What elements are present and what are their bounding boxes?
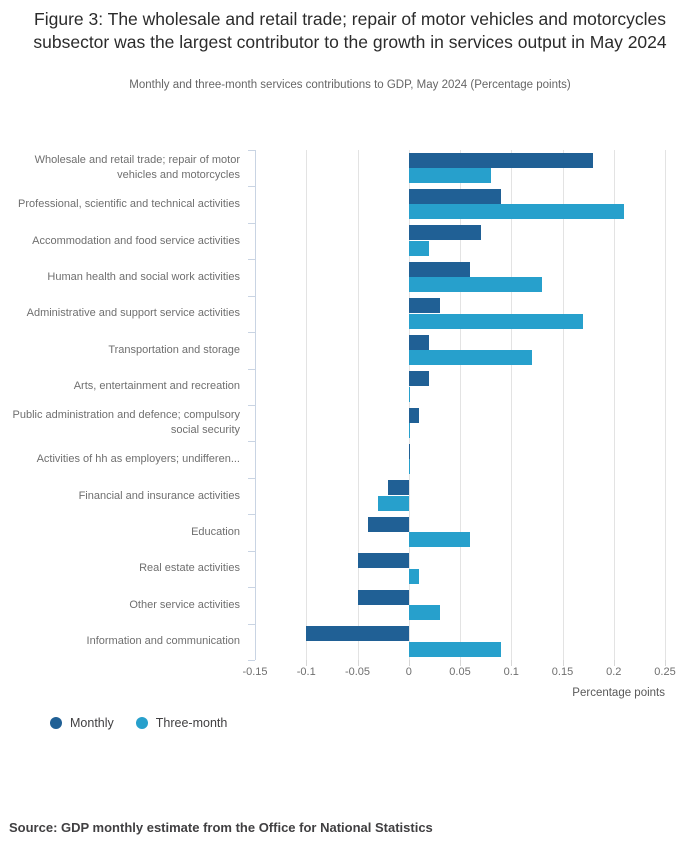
category-axis-tick xyxy=(248,332,255,333)
category-axis-tick xyxy=(248,223,255,224)
bar-monthly[interactable] xyxy=(358,590,409,605)
category-label: Arts, entertainment and recreation xyxy=(73,380,240,393)
legend-item-three-month[interactable] xyxy=(136,716,228,730)
bar-three-month[interactable] xyxy=(409,532,471,547)
gridline xyxy=(614,150,615,660)
legend-marker-dot xyxy=(50,717,62,729)
category-axis-tick xyxy=(248,624,255,625)
category-axis-tick xyxy=(248,150,255,151)
bar-monthly[interactable] xyxy=(388,480,409,495)
category-axis-line xyxy=(255,150,256,660)
source-note: Source: GDP monthly estimate from the Office for National Statistics xyxy=(9,820,433,835)
category-axis-tick xyxy=(248,441,255,442)
bar-monthly[interactable] xyxy=(409,153,594,168)
category-row xyxy=(10,332,240,368)
bar-monthly[interactable] xyxy=(409,225,481,240)
bar-monthly[interactable] xyxy=(368,517,409,532)
bar-monthly[interactable] xyxy=(409,298,440,313)
category-label: Activities of hh as employers; undifferen... xyxy=(36,453,240,466)
x-tick-label: 0.25 xyxy=(654,666,676,678)
category-axis-tick xyxy=(248,405,255,406)
legend xyxy=(50,716,227,730)
category-axis-tick xyxy=(248,660,255,661)
bar-three-month[interactable] xyxy=(409,314,583,329)
x-tick-label: -0.05 xyxy=(344,666,371,678)
bar-monthly[interactable] xyxy=(409,262,471,277)
category-label: Financial and insurance activities xyxy=(78,489,240,502)
x-axis-label: Percentage points xyxy=(572,687,665,699)
bar-three-month[interactable] xyxy=(409,605,440,620)
category-row xyxy=(10,223,240,259)
category-axis-tick xyxy=(248,296,255,297)
category-axis-tick xyxy=(248,259,255,260)
category-label: Administrative and support service activities xyxy=(26,307,240,320)
category-label: Other service activities xyxy=(129,598,240,611)
category-axis-tick xyxy=(248,478,255,479)
bar-three-month[interactable] xyxy=(409,277,542,292)
legend-item-label: Three-month xyxy=(155,716,228,730)
bar-monthly[interactable] xyxy=(358,553,409,568)
bar-monthly[interactable] xyxy=(409,371,430,386)
figure-subtitle: Monthly and three-month services contributions to GDP, May 2024 (Percentage points) xyxy=(129,79,571,91)
gridline xyxy=(563,150,564,660)
category-row xyxy=(10,405,240,441)
bar-three-month[interactable] xyxy=(378,496,409,511)
category-label: Human health and social work activities xyxy=(47,271,240,284)
bar-three-month[interactable] xyxy=(409,204,624,219)
category-axis-tick xyxy=(248,369,255,370)
bar-three-month[interactable] xyxy=(409,168,491,183)
category-label: Accommodation and food service activities xyxy=(32,234,240,247)
category-row xyxy=(10,514,240,550)
x-tick-label: 0.1 xyxy=(503,666,519,678)
plot-area xyxy=(242,150,676,699)
category-row xyxy=(10,551,240,587)
bar-three-month[interactable] xyxy=(409,350,532,365)
gridline xyxy=(665,150,666,660)
category-label: Information and communication xyxy=(86,635,240,648)
category-label: Transportation and storage xyxy=(108,343,240,356)
gridline xyxy=(511,150,512,660)
legend-marker-dot xyxy=(136,717,148,729)
bar-three-month[interactable] xyxy=(409,459,410,474)
bar-monthly[interactable] xyxy=(409,335,430,350)
category-row xyxy=(10,478,240,514)
category-label: Professional, scientific and technical activities xyxy=(18,198,240,211)
category-row xyxy=(10,186,240,222)
category-row xyxy=(10,441,240,477)
gridline xyxy=(358,150,359,660)
bar-three-month[interactable] xyxy=(409,569,419,584)
bar-monthly[interactable] xyxy=(409,189,501,204)
x-tick-label: 0 xyxy=(405,666,412,678)
category-row xyxy=(10,623,240,659)
bar-three-month[interactable] xyxy=(409,642,501,657)
category-axis-tick xyxy=(248,551,255,552)
category-row xyxy=(10,296,240,332)
category-axis-labels xyxy=(10,150,240,660)
category-row xyxy=(10,587,240,623)
category-row xyxy=(10,369,240,405)
category-axis-tick xyxy=(248,587,255,588)
bar-three-month[interactable] xyxy=(409,241,430,256)
figure-title: Figure 3: The wholesale and retail trade; repair of motor vehicles and motorcycles subsector was the largest contributor to the growth in services output in May 2024 xyxy=(33,9,667,52)
bar-monthly[interactable] xyxy=(409,408,419,423)
legend-item-label: Monthly xyxy=(70,716,114,730)
legend-item-monthly[interactable] xyxy=(50,716,114,730)
x-tick-label: 0.05 xyxy=(449,666,471,678)
x-tick-label: 0.2 xyxy=(606,666,622,678)
x-tick-label: -0.15 xyxy=(242,666,268,678)
category-axis-tick xyxy=(248,186,255,187)
bar-three-month[interactable] xyxy=(409,423,410,438)
gridline xyxy=(306,150,307,660)
category-axis-tick xyxy=(248,514,255,515)
bar-monthly[interactable] xyxy=(409,444,410,459)
x-tick-label: -0.1 xyxy=(296,666,316,678)
category-row xyxy=(10,150,240,186)
category-label: Real estate activities xyxy=(139,562,240,575)
bar-monthly[interactable] xyxy=(306,626,409,641)
bar-three-month[interactable] xyxy=(409,387,410,402)
x-tick-label: 0.15 xyxy=(551,666,574,678)
category-label: Education xyxy=(191,526,240,538)
category-row xyxy=(10,259,240,295)
category-label: Wholesale and retail trade; repair of motor vehicles and motorcycles xyxy=(34,154,240,182)
category-label: Public administration and defence; compulsory social security xyxy=(12,409,240,437)
